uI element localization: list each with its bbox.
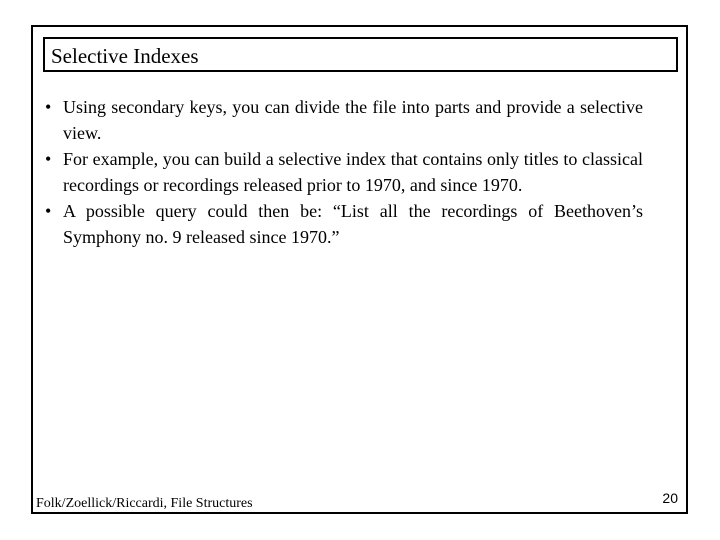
slide-title: Selective Indexes (51, 44, 199, 68)
bullet-text: A possible query could then be: “List all the recordings of Beethoven’s Symphony no. 9 released since 1970.” (63, 201, 643, 247)
bullet-list (45, 94, 643, 250)
bullet-icon: • (45, 201, 52, 221)
bullet-item (45, 198, 643, 250)
bullet-item (45, 94, 643, 146)
slide-title-box (43, 37, 678, 72)
bullet-item (45, 146, 643, 198)
bullet-text: For example, you can build a selective index that contains only titles to classical recordings or recordings released prior to 1970, and since 1970. (63, 149, 643, 195)
bullet-icon: • (45, 97, 52, 117)
page-number: 20 (662, 490, 678, 506)
footer-credit: Folk/Zoellick/Riccardi, File Structures (36, 496, 253, 511)
bullet-text: Using secondary keys, you can divide the file into parts and provide a selective view. (63, 97, 643, 143)
bullet-icon: • (45, 149, 52, 169)
